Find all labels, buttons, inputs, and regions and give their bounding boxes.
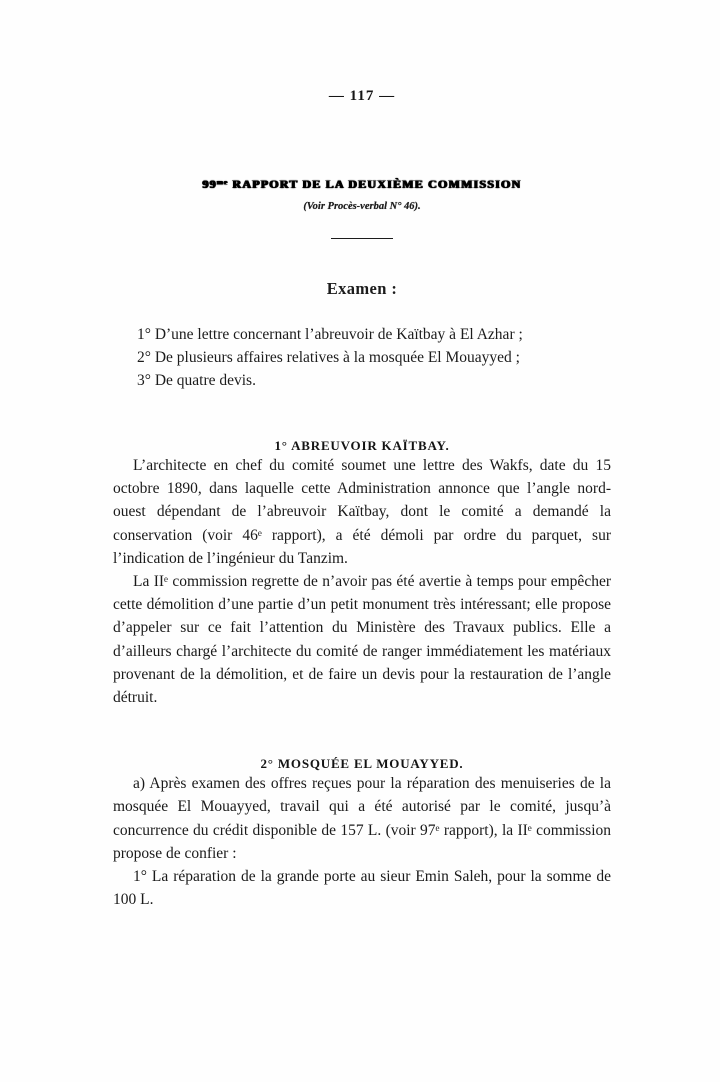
paragraph: 1° La réparation de la grande porte au sieur Emin Saleh, pour la somme de 100 L. — [113, 868, 611, 909]
examen-item-2: 2° De plusieurs affaires relatives à la mosquée El Mouayyed ; — [137, 349, 520, 366]
examen-item-1: 1° D’une lettre concernant l’abreuvoir de Kaïtbay à El Azhar ; — [137, 326, 523, 343]
paragraph: a) Après examen des offres reçues pour la réparation des menuiseries de la mosquée El Mouayyed, travail qui a été autorisé par le comité, jusqu’à concurrence du crédit disponible de 157 L. (voir 97ᵉ rapport), la IIᵉ commission propose de confier : — [113, 775, 611, 862]
report-subtitle: (Voir Procès-verbal N° 46). — [303, 201, 421, 212]
page-number: — 117 — — [328, 88, 396, 104]
examen-list — [113, 323, 611, 392]
section-heading-abreuvoir-kaitbay: 1° ABREUVOIR KAÏTBAY. — [274, 438, 450, 453]
paragraph: La IIᵉ commission regrette de n’avoir pas été avertie à temps pour empêcher cette démolition d’une partie d’un petit monument très intéressant; elle propose d’appeler sur ce fait l’attention du Ministère des Travaux publics. Elle a d’ailleurs chargé l’architecte du comité de ranger immédiatement les matériaux provenant de la démolition, et de faire un devis pour la restauration de l’angle détruit. — [113, 573, 611, 707]
examen-item-3: 3° De quatre devis. — [137, 372, 256, 389]
report-title: 99ᵐᵉ RAPPORT DE LA DEUXIÈME COMMISSION — [202, 177, 522, 191]
text-column — [113, 0, 611, 911]
section-heading-mosquee-el-mouayyed: 2° MOSQUÉE EL MOUAYYED. — [260, 756, 464, 772]
paragraph: L’architecte en chef du comité soumet une lettre des Wakfs, date du 15 octobre 1890, dans laquelle cette Administration annonce que l’angle nord-ouest dépendant de l’abreuvoir Kaïtbay, dont le comité a demandé la conservation (voir 46ᵉ rapport), a été démoli par ordre du parquet, sur l’indication de l’ingénieur du Tanzim. — [113, 457, 611, 567]
examen-heading: Examen : — [326, 279, 398, 298]
title-divider-rule — [331, 238, 393, 239]
